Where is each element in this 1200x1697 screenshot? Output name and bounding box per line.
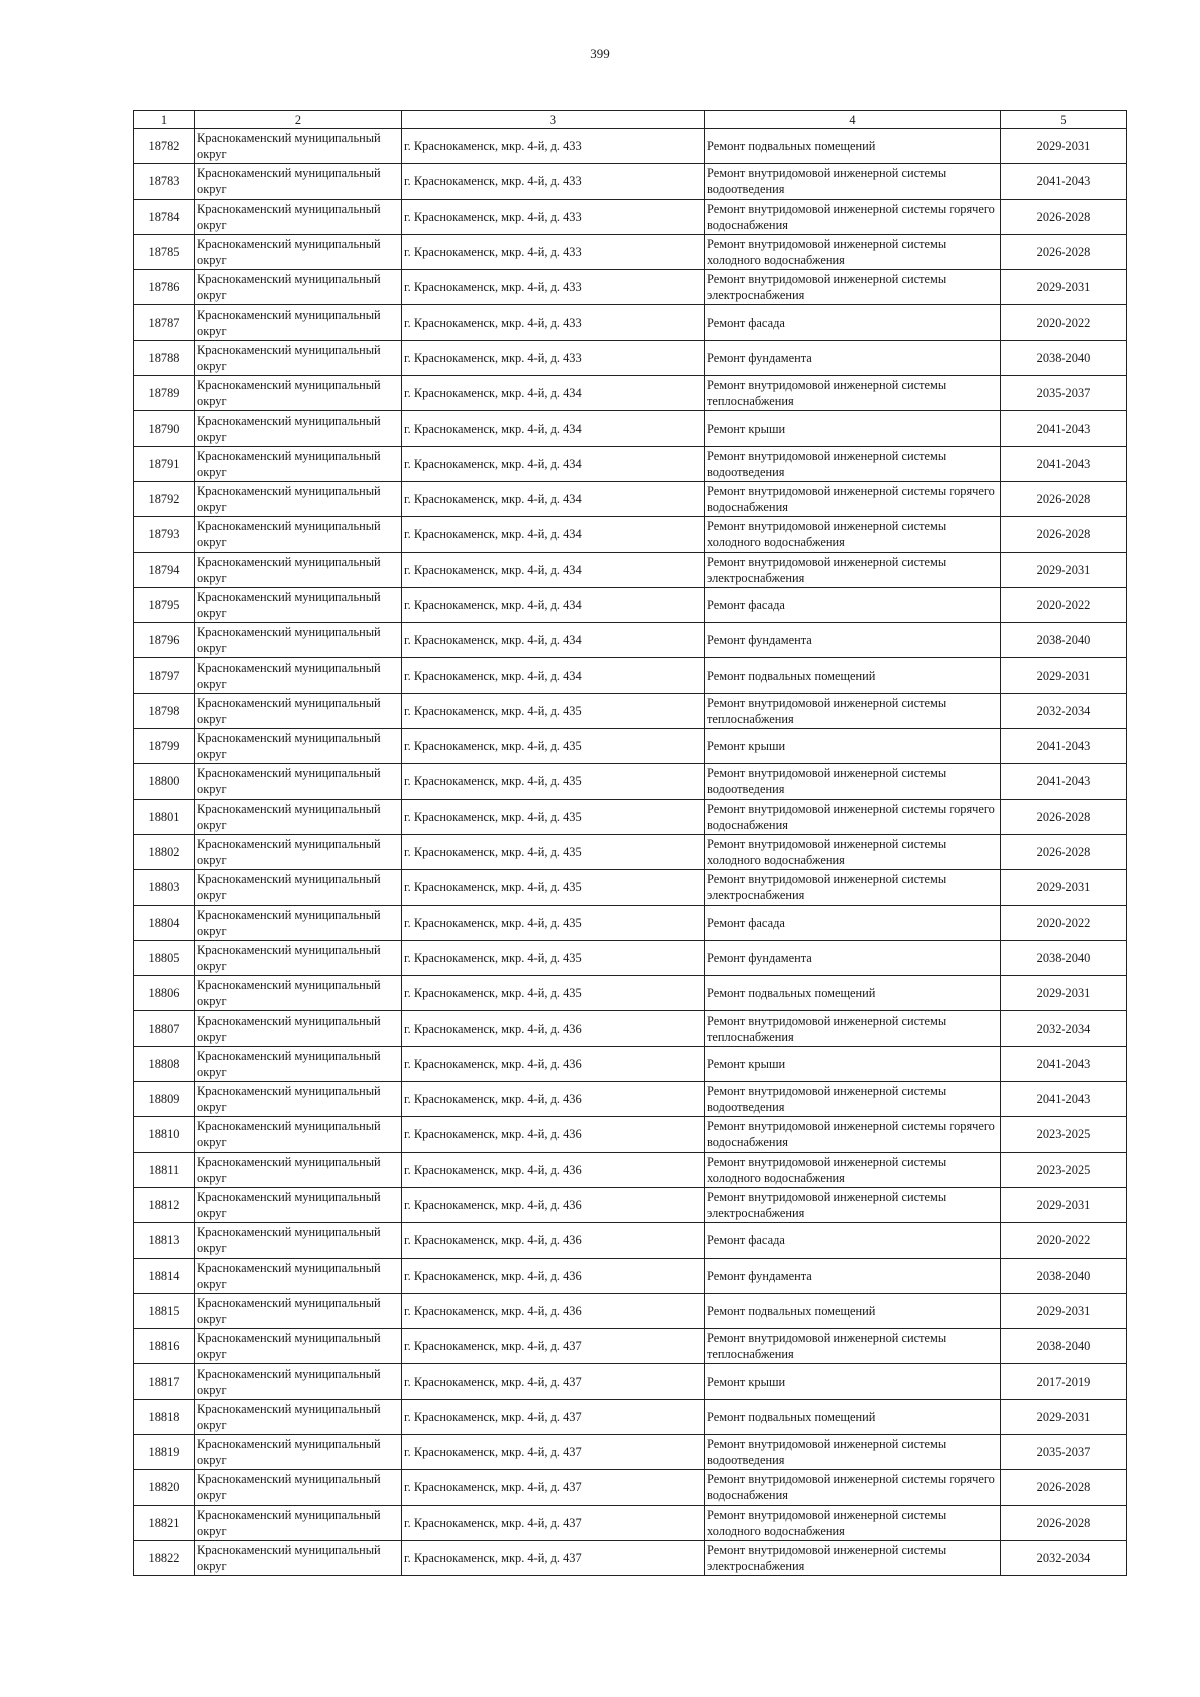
work-type-cell: Ремонт внутридомовой инженерной системы холодного водоснабжения [705, 234, 1001, 269]
municipality-cell: Краснокаменский муниципальный округ [195, 1399, 402, 1434]
address-cell: г. Краснокаменск, мкр. 4-й, д. 436 [402, 1187, 705, 1222]
work-type-cell: Ремонт внутридомовой инженерной системы горячего водоснабжения [705, 481, 1001, 516]
work-type-cell: Ремонт внутридомовой инженерной системы электроснабжения [705, 1187, 1001, 1222]
work-type-cell: Ремонт фундамента [705, 940, 1001, 975]
row-number-cell: 18786 [134, 270, 195, 305]
row-number-cell: 18801 [134, 799, 195, 834]
municipality-cell: Краснокаменский муниципальный округ [195, 623, 402, 658]
work-type-cell: Ремонт крыши [705, 729, 1001, 764]
municipality-cell: Краснокаменский муниципальный округ [195, 1505, 402, 1540]
column-header-1: 1 [134, 111, 195, 129]
table-row [134, 411, 1127, 446]
work-type-cell: Ремонт фасада [705, 305, 1001, 340]
period-cell: 2032-2034 [1001, 693, 1127, 728]
municipality-cell: Краснокаменский муниципальный округ [195, 481, 402, 516]
address-cell: г. Краснокаменск, мкр. 4-й, д. 436 [402, 1152, 705, 1187]
municipality-cell: Краснокаменский муниципальный округ [195, 693, 402, 728]
work-type-cell: Ремонт крыши [705, 1046, 1001, 1081]
address-cell: г. Краснокаменск, мкр. 4-й, д. 435 [402, 764, 705, 799]
municipality-cell: Краснокаменский муниципальный округ [195, 1364, 402, 1399]
row-number-cell: 18800 [134, 764, 195, 799]
table-row [134, 729, 1127, 764]
period-cell: 2041-2043 [1001, 764, 1127, 799]
municipality-cell: Краснокаменский муниципальный округ [195, 940, 402, 975]
table-row [134, 834, 1127, 869]
row-number-cell: 18791 [134, 446, 195, 481]
repair-schedule-table [133, 110, 1127, 1576]
address-cell: г. Краснокаменск, мкр. 4-й, д. 434 [402, 376, 705, 411]
work-type-cell: Ремонт фундамента [705, 1258, 1001, 1293]
address-cell: г. Краснокаменск, мкр. 4-й, д. 437 [402, 1364, 705, 1399]
address-cell: г. Краснокаменск, мкр. 4-й, д. 436 [402, 1293, 705, 1328]
row-number-cell: 18793 [134, 517, 195, 552]
period-cell: 2041-2043 [1001, 446, 1127, 481]
table-row [134, 799, 1127, 834]
page-number: 399 [590, 46, 610, 61]
table-row [134, 164, 1127, 199]
municipality-cell: Краснокаменский муниципальный округ [195, 870, 402, 905]
period-cell: 2029-2031 [1001, 129, 1127, 164]
address-cell: г. Краснокаменск, мкр. 4-й, д. 434 [402, 411, 705, 446]
row-number-cell: 18790 [134, 411, 195, 446]
table-header [134, 111, 1127, 129]
municipality-cell: Краснокаменский муниципальный округ [195, 129, 402, 164]
row-number-cell: 18787 [134, 305, 195, 340]
period-cell: 2026-2028 [1001, 834, 1127, 869]
address-cell: г. Краснокаменск, мкр. 4-й, д. 433 [402, 234, 705, 269]
row-number-cell: 18788 [134, 340, 195, 375]
row-number-cell: 18789 [134, 376, 195, 411]
table-row [134, 270, 1127, 305]
address-cell: г. Краснокаменск, мкр. 4-й, д. 433 [402, 340, 705, 375]
municipality-cell: Краснокаменский муниципальный округ [195, 729, 402, 764]
municipality-cell: Краснокаменский муниципальный округ [195, 1046, 402, 1081]
period-cell: 2041-2043 [1001, 1082, 1127, 1117]
row-number-cell: 18797 [134, 658, 195, 693]
municipality-cell: Краснокаменский муниципальный округ [195, 1152, 402, 1187]
table-row [134, 905, 1127, 940]
municipality-cell: Краснокаменский муниципальный округ [195, 834, 402, 869]
address-cell: г. Краснокаменск, мкр. 4-й, д. 434 [402, 517, 705, 552]
municipality-cell: Краснокаменский муниципальный округ [195, 658, 402, 693]
column-header-4: 4 [705, 111, 1001, 129]
table-row [134, 658, 1127, 693]
work-type-cell: Ремонт внутридомовой инженерной системы водоотведения [705, 764, 1001, 799]
row-number-cell: 18810 [134, 1117, 195, 1152]
period-cell: 2026-2028 [1001, 517, 1127, 552]
row-number-cell: 18815 [134, 1293, 195, 1328]
work-type-cell: Ремонт внутридомовой инженерной системы горячего водоснабжения [705, 199, 1001, 234]
address-cell: г. Краснокаменск, мкр. 4-й, д. 434 [402, 552, 705, 587]
period-cell: 2029-2031 [1001, 1399, 1127, 1434]
work-type-cell: Ремонт внутридомовой инженерной системы теплоснабжения [705, 1329, 1001, 1364]
table-row [134, 481, 1127, 516]
address-cell: г. Краснокаменск, мкр. 4-й, д. 437 [402, 1329, 705, 1364]
address-cell: г. Краснокаменск, мкр. 4-й, д. 435 [402, 729, 705, 764]
work-type-cell: Ремонт внутридомовой инженерной системы теплоснабжения [705, 693, 1001, 728]
work-type-cell: Ремонт подвальных помещений [705, 1293, 1001, 1328]
row-number-cell: 18822 [134, 1540, 195, 1575]
table-row [134, 764, 1127, 799]
address-cell: г. Краснокаменск, мкр. 4-й, д. 433 [402, 164, 705, 199]
table-row [134, 1046, 1127, 1081]
row-number-cell: 18807 [134, 1011, 195, 1046]
municipality-cell: Краснокаменский муниципальный округ [195, 411, 402, 446]
period-cell: 2017-2019 [1001, 1364, 1127, 1399]
table-body [134, 129, 1127, 1576]
work-type-cell: Ремонт внутридомовой инженерной системы холодного водоснабжения [705, 834, 1001, 869]
work-type-cell: Ремонт подвальных помещений [705, 129, 1001, 164]
work-type-cell: Ремонт подвальных помещений [705, 1399, 1001, 1434]
period-cell: 2041-2043 [1001, 1046, 1127, 1081]
period-cell: 2023-2025 [1001, 1152, 1127, 1187]
table-row [134, 376, 1127, 411]
municipality-cell: Краснокаменский муниципальный округ [195, 305, 402, 340]
table-row [134, 199, 1127, 234]
work-type-cell: Ремонт крыши [705, 411, 1001, 446]
address-cell: г. Краснокаменск, мкр. 4-й, д. 433 [402, 129, 705, 164]
row-number-cell: 18783 [134, 164, 195, 199]
row-number-cell: 18811 [134, 1152, 195, 1187]
table-row [134, 1505, 1127, 1540]
municipality-cell: Краснокаменский муниципальный округ [195, 1293, 402, 1328]
work-type-cell: Ремонт внутридомовой инженерной системы холодного водоснабжения [705, 1505, 1001, 1540]
row-number-cell: 18798 [134, 693, 195, 728]
work-type-cell: Ремонт крыши [705, 1364, 1001, 1399]
period-cell: 2038-2040 [1001, 623, 1127, 658]
address-cell: г. Краснокаменск, мкр. 4-й, д. 436 [402, 1117, 705, 1152]
period-cell: 2029-2031 [1001, 976, 1127, 1011]
address-cell: г. Краснокаменск, мкр. 4-й, д. 434 [402, 623, 705, 658]
period-cell: 2038-2040 [1001, 940, 1127, 975]
municipality-cell: Краснокаменский муниципальный округ [195, 1258, 402, 1293]
row-number-cell: 18792 [134, 481, 195, 516]
address-cell: г. Краснокаменск, мкр. 4-й, д. 434 [402, 658, 705, 693]
period-cell: 2035-2037 [1001, 1434, 1127, 1469]
municipality-cell: Краснокаменский муниципальный округ [195, 199, 402, 234]
table-row [134, 305, 1127, 340]
work-type-cell: Ремонт внутридомовой инженерной системы горячего водоснабжения [705, 1470, 1001, 1505]
row-number-cell: 18805 [134, 940, 195, 975]
row-number-cell: 18808 [134, 1046, 195, 1081]
municipality-cell: Краснокаменский муниципальный округ [195, 1434, 402, 1469]
address-cell: г. Краснокаменск, мкр. 4-й, д. 436 [402, 1258, 705, 1293]
period-cell: 2032-2034 [1001, 1011, 1127, 1046]
address-cell: г. Краснокаменск, мкр. 4-й, д. 437 [402, 1470, 705, 1505]
municipality-cell: Краснокаменский муниципальный округ [195, 976, 402, 1011]
row-number-cell: 18812 [134, 1187, 195, 1222]
address-cell: г. Краснокаменск, мкр. 4-й, д. 437 [402, 1505, 705, 1540]
address-cell: г. Краснокаменск, мкр. 4-й, д. 435 [402, 834, 705, 869]
municipality-cell: Краснокаменский муниципальный округ [195, 1117, 402, 1152]
address-cell: г. Краснокаменск, мкр. 4-й, д. 435 [402, 940, 705, 975]
period-cell: 2026-2028 [1001, 234, 1127, 269]
address-cell: г. Краснокаменск, мкр. 4-й, д. 434 [402, 481, 705, 516]
row-number-cell: 18802 [134, 834, 195, 869]
period-cell: 2020-2022 [1001, 305, 1127, 340]
table-row [134, 234, 1127, 269]
municipality-cell: Краснокаменский муниципальный округ [195, 517, 402, 552]
address-cell: г. Краснокаменск, мкр. 4-й, д. 436 [402, 1011, 705, 1046]
column-header-3: 3 [402, 111, 705, 129]
table-row [134, 1540, 1127, 1575]
header-row [134, 111, 1127, 129]
address-cell: г. Краснокаменск, мкр. 4-й, д. 434 [402, 446, 705, 481]
period-cell: 2023-2025 [1001, 1117, 1127, 1152]
municipality-cell: Краснокаменский муниципальный округ [195, 1329, 402, 1364]
table-row [134, 1258, 1127, 1293]
municipality-cell: Краснокаменский муниципальный округ [195, 270, 402, 305]
period-cell: 2029-2031 [1001, 552, 1127, 587]
row-number-cell: 18784 [134, 199, 195, 234]
municipality-cell: Краснокаменский муниципальный округ [195, 1082, 402, 1117]
table-row [134, 693, 1127, 728]
municipality-cell: Краснокаменский муниципальный округ [195, 587, 402, 622]
period-cell: 2041-2043 [1001, 729, 1127, 764]
period-cell: 2026-2028 [1001, 481, 1127, 516]
row-number-cell: 18817 [134, 1364, 195, 1399]
work-type-cell: Ремонт подвальных помещений [705, 658, 1001, 693]
row-number-cell: 18804 [134, 905, 195, 940]
row-number-cell: 18820 [134, 1470, 195, 1505]
address-cell: г. Краснокаменск, мкр. 4-й, д. 437 [402, 1434, 705, 1469]
period-cell: 2041-2043 [1001, 411, 1127, 446]
period-cell: 2038-2040 [1001, 1258, 1127, 1293]
municipality-cell: Краснокаменский муниципальный округ [195, 340, 402, 375]
address-cell: г. Краснокаменск, мкр. 4-й, д. 437 [402, 1540, 705, 1575]
row-number-cell: 18799 [134, 729, 195, 764]
period-cell: 2032-2034 [1001, 1540, 1127, 1575]
period-cell: 2038-2040 [1001, 340, 1127, 375]
table-row [134, 940, 1127, 975]
address-cell: г. Краснокаменск, мкр. 4-й, д. 434 [402, 587, 705, 622]
address-cell: г. Краснокаменск, мкр. 4-й, д. 433 [402, 305, 705, 340]
table-row [134, 1434, 1127, 1469]
period-cell: 2026-2028 [1001, 199, 1127, 234]
table-row [134, 129, 1127, 164]
column-header-2: 2 [195, 111, 402, 129]
municipality-cell: Краснокаменский муниципальный округ [195, 234, 402, 269]
table-row [134, 1470, 1127, 1505]
address-cell: г. Краснокаменск, мкр. 4-й, д. 435 [402, 976, 705, 1011]
period-cell: 2029-2031 [1001, 870, 1127, 905]
period-cell: 2020-2022 [1001, 905, 1127, 940]
work-type-cell: Ремонт внутридомовой инженерной системы электроснабжения [705, 870, 1001, 905]
address-cell: г. Краснокаменск, мкр. 4-й, д. 437 [402, 1399, 705, 1434]
address-cell: г. Краснокаменск, мкр. 4-й, д. 436 [402, 1082, 705, 1117]
municipality-cell: Краснокаменский муниципальный округ [195, 1223, 402, 1258]
table-row [134, 340, 1127, 375]
period-cell: 2035-2037 [1001, 376, 1127, 411]
work-type-cell: Ремонт внутридомовой инженерной системы электроснабжения [705, 1540, 1001, 1575]
period-cell: 2020-2022 [1001, 1223, 1127, 1258]
work-type-cell: Ремонт фундамента [705, 340, 1001, 375]
period-cell: 2020-2022 [1001, 587, 1127, 622]
work-type-cell: Ремонт фасада [705, 905, 1001, 940]
row-number-cell: 18816 [134, 1329, 195, 1364]
table-row [134, 517, 1127, 552]
period-cell: 2026-2028 [1001, 1505, 1127, 1540]
table-row [134, 552, 1127, 587]
table-row [134, 976, 1127, 1011]
municipality-cell: Краснокаменский муниципальный округ [195, 1187, 402, 1222]
municipality-cell: Краснокаменский муниципальный округ [195, 446, 402, 481]
municipality-cell: Краснокаменский муниципальный округ [195, 1540, 402, 1575]
work-type-cell: Ремонт фундамента [705, 623, 1001, 658]
row-number-cell: 18795 [134, 587, 195, 622]
table-row [134, 446, 1127, 481]
period-cell: 2026-2028 [1001, 799, 1127, 834]
work-type-cell: Ремонт внутридомовой инженерной системы холодного водоснабжения [705, 1152, 1001, 1187]
row-number-cell: 18809 [134, 1082, 195, 1117]
municipality-cell: Краснокаменский муниципальный округ [195, 905, 402, 940]
table-row [134, 1011, 1127, 1046]
period-cell: 2029-2031 [1001, 658, 1127, 693]
table-row [134, 1082, 1127, 1117]
table-row [134, 587, 1127, 622]
work-type-cell: Ремонт внутридомовой инженерной системы теплоснабжения [705, 1011, 1001, 1046]
work-type-cell: Ремонт внутридомовой инженерной системы водоотведения [705, 1434, 1001, 1469]
table-row [134, 1329, 1127, 1364]
address-cell: г. Краснокаменск, мкр. 4-й, д. 435 [402, 870, 705, 905]
table-row [134, 1187, 1127, 1222]
address-cell: г. Краснокаменск, мкр. 4-й, д. 435 [402, 799, 705, 834]
row-number-cell: 18785 [134, 234, 195, 269]
municipality-cell: Краснокаменский муниципальный округ [195, 552, 402, 587]
table-row [134, 1364, 1127, 1399]
work-type-cell: Ремонт фасада [705, 1223, 1001, 1258]
work-type-cell: Ремонт внутридомовой инженерной системы водоотведения [705, 1082, 1001, 1117]
municipality-cell: Краснокаменский муниципальный округ [195, 376, 402, 411]
table-row [134, 1152, 1127, 1187]
row-number-cell: 18796 [134, 623, 195, 658]
column-header-5: 5 [1001, 111, 1127, 129]
municipality-cell: Краснокаменский муниципальный округ [195, 799, 402, 834]
period-cell: 2029-2031 [1001, 1293, 1127, 1328]
address-cell: г. Краснокаменск, мкр. 4-й, д. 436 [402, 1046, 705, 1081]
period-cell: 2029-2031 [1001, 270, 1127, 305]
municipality-cell: Краснокаменский муниципальный округ [195, 1470, 402, 1505]
municipality-cell: Краснокаменский муниципальный округ [195, 764, 402, 799]
period-cell: 2029-2031 [1001, 1187, 1127, 1222]
row-number-cell: 18819 [134, 1434, 195, 1469]
municipality-cell: Краснокаменский муниципальный округ [195, 1011, 402, 1046]
work-type-cell: Ремонт внутридомовой инженерной системы горячего водоснабжения [705, 1117, 1001, 1152]
address-cell: г. Краснокаменск, мкр. 4-й, д. 435 [402, 905, 705, 940]
table-row [134, 1223, 1127, 1258]
period-cell: 2041-2043 [1001, 164, 1127, 199]
table-row [134, 1117, 1127, 1152]
work-type-cell: Ремонт внутридомовой инженерной системы водоотведения [705, 446, 1001, 481]
row-number-cell: 18803 [134, 870, 195, 905]
work-type-cell: Ремонт внутридомовой инженерной системы горячего водоснабжения [705, 799, 1001, 834]
period-cell: 2026-2028 [1001, 1470, 1127, 1505]
row-number-cell: 18794 [134, 552, 195, 587]
address-cell: г. Краснокаменск, мкр. 4-й, д. 433 [402, 199, 705, 234]
work-type-cell: Ремонт внутридомовой инженерной системы теплоснабжения [705, 376, 1001, 411]
address-cell: г. Краснокаменск, мкр. 4-й, д. 435 [402, 693, 705, 728]
row-number-cell: 18782 [134, 129, 195, 164]
work-type-cell: Ремонт фасада [705, 587, 1001, 622]
work-type-cell: Ремонт внутридомовой инженерной системы электроснабжения [705, 552, 1001, 587]
table-row [134, 1293, 1127, 1328]
work-type-cell: Ремонт внутридомовой инженерной системы водоотведения [705, 164, 1001, 199]
work-type-cell: Ремонт подвальных помещений [705, 976, 1001, 1011]
period-cell: 2038-2040 [1001, 1329, 1127, 1364]
address-cell: г. Краснокаменск, мкр. 4-й, д. 436 [402, 1223, 705, 1258]
work-type-cell: Ремонт внутридомовой инженерной системы холодного водоснабжения [705, 517, 1001, 552]
row-number-cell: 18806 [134, 976, 195, 1011]
municipality-cell: Краснокаменский муниципальный округ [195, 164, 402, 199]
address-cell: г. Краснокаменск, мкр. 4-й, д. 433 [402, 270, 705, 305]
table-row [134, 623, 1127, 658]
table-row [134, 870, 1127, 905]
table-row [134, 1399, 1127, 1434]
row-number-cell: 18813 [134, 1223, 195, 1258]
row-number-cell: 18821 [134, 1505, 195, 1540]
row-number-cell: 18818 [134, 1399, 195, 1434]
row-number-cell: 18814 [134, 1258, 195, 1293]
work-type-cell: Ремонт внутридомовой инженерной системы электроснабжения [705, 270, 1001, 305]
